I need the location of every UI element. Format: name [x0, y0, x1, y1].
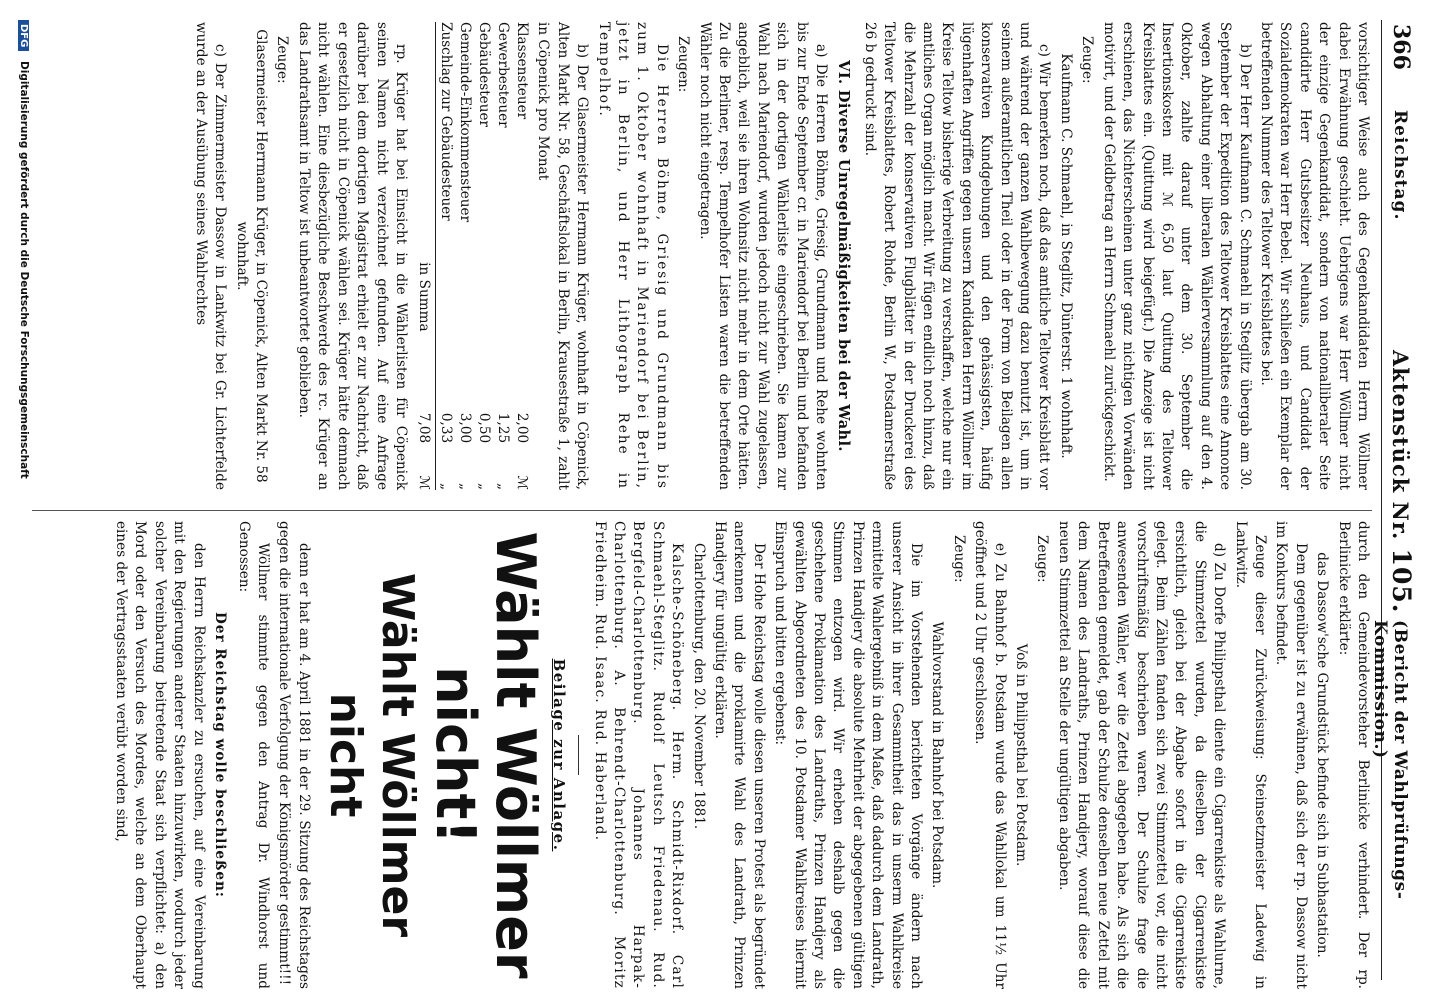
tax-label: Zuschlag zur Gebäudesteuer: [437, 22, 454, 221]
tax-unit: „: [437, 482, 454, 490]
header-center-label: Aktenstück Nr.: [1388, 350, 1413, 541]
date-line: Charlottenburg, den 20. November 1881.: [690, 543, 707, 830]
witness-heading: Zeugen:: [675, 36, 692, 93]
paragraph: Die im Vorstehenden berichteten Vorgänge ändern nach unserer Ansicht in ihrer Gesammtheit das in unserm Wahlkreise ermittelte Wahlergebniß in dem Maße, daß dadurch dem Landrath, Prinzen Handjery die absolute Mehrheit der abgegebenen gültigen Stimmen entzogen wird. Wir erheben deshalb gegen die geschehene Proklamation des Landraths, Prinzen Handjery als gewählten Abgeordneten des 10. Potsdamer Wahlkreises hiermit Einspruch und bitten ergebenst:: [772, 521, 925, 989]
witness-entry: Glasermeister Herrmann Krüger, in Cöpenick, Alten Markt Nr. 58 wohnhaft.: [233, 29, 270, 483]
witness-heading: Zeuge:: [1079, 36, 1096, 84]
tax-unit: ℳ: [513, 475, 530, 490]
right-column: [32, 510, 1372, 989]
table-row: [512, 22, 531, 490]
paragraph: e) Zu Bahnhof b. Potsdam wurde das Wahllokal um 11½ Uhr geöffnet und 2 Uhr geschlossen.: [972, 521, 1008, 989]
sum-label: in Summa: [414, 22, 436, 350]
tax-label: Klassensteuer: [513, 22, 530, 120]
divider: [578, 735, 579, 775]
paragraph: b) Der Glasermeister Hermann Krüger, wohnhaft in Cöpenick, Alten Markt Nr. 58, Geschäftslokal in Berlin, Krausestraße 1, zahlt in Cöpenick pro Monat: [535, 22, 591, 490]
table-row: [493, 22, 512, 490]
header-left-title: Reichstag.: [1390, 110, 1410, 221]
paragraph: c) Wir bemerken noch, daß das amtliche Teltower Kreisblatt vor und während der ganzen Wahlbewegung dazu benutzt ist, um in seinem außeramtlichen Theil oder in der Form von Beilagen allen konservativen Kundgebungen und den gehässigsten, häufig lügenhaften Angriffen gegen unsern Kandidaten Herrn Wöllmer im Kreise Teltow bisherige Verbreitung zu verschaffen, welche nur ein amtliches Organ möglich macht. Wir fügen endlich noch hinzu, daß die Mehrzahl der konservativen Flugblätter in der Druckerei des Teltower Kreisblattes, Robert Rohde, Berlin W., Potsdamerstraße 26 b gedruckt sind.: [861, 22, 1053, 490]
page-number: 366: [1388, 24, 1414, 70]
paragraph: Dem gegenüber ist zu erwähnen, daß sich der rp. Dassow nicht im Konkurs befindet.: [1273, 521, 1309, 989]
sum-unit: ℳ: [414, 443, 436, 490]
digitization-note: [18, 20, 30, 980]
paragraph: vorsichtiger Weise auch des Gegenkandidaten Herrn Wöllmer dabei Erwähnung geschieht. Uebrigens war Herr Wöllmer nicht der einzige Gegenkandidat, sondern von nationalliberaler Seite candidirte Herr Gutsbesitzer Neuhaus, und Candidat der Sozialdemokraten war Herr Bebel. Wir schließen ein Exemplar der betreffenden Nummer des Teltower Kreisblattes bei.: [1257, 22, 1371, 490]
tax-unit: „: [456, 482, 473, 490]
table-row: [435, 22, 455, 490]
paragraph: den Herrn Reichskanzler zu ersuchen, auf eine Vereinbarung mit den Regierungen anderer Staaten hinzuwirken, wodurch jeder solcher Vereinbarung beitretende Staat sich verpflichtet: a) den Mord oder den Versuch des Mordes, welche an dem Oberhaupt eines der Vertragsstaaten verübt worden sind,: [113, 521, 207, 989]
paragraph: denn er hat am 4. April 1881 in der 29. Sitzung des Reichstages gegen die internationale Verfolgung der Königsmörder gestimmt!!!: [276, 521, 312, 989]
left-column: [188, 22, 1372, 490]
paragraph: a) Die Herren Böhme, Griesig, Grundmann und Rehe wohnten bis zur Ende September cr. in Mariendorf bei Berlin und befanden sich in der dortigen Wählerliste eingeschrieben. Sie kamen zur Wahl nach Mariendorf, wurden jedoch nicht zur Wahl zugelassen, angeblich, weil sie ihren Wohnsitz nicht mehr in dem Orte hätten. Zu die Berliner, resp. Tempelhofer Listen waren die betreffenden Wähler noch nicht eingetragen.: [696, 22, 830, 490]
table-row: [455, 22, 474, 490]
witness-entry: Die Herren Böhme, Griesig und Grundmann bis zum 1. Oktober wohnhaft in Mariendorf bei Berlin, jetzt in Berlin, und Herr Lithograph Rehe in Tempelhof.: [595, 22, 670, 490]
header-right-title: (Bericht der Wahlprüfungs-Kommission.): [1370, 620, 1410, 900]
page-header: [1370, 20, 1420, 980]
witness-entry: Kaufmann C. Schmaehl, in Steglitz, Dünterstr. 1 wohnhaft.: [1057, 53, 1074, 459]
signatories: Kalsche-Schöneberg. Herm. Schmidt-Rixdorf. Carl Schmaehl-Steglitz. Rudolf Leutsch Friedenau. Rud. Bergfeld-Charlottenburg. Johannes Harpak-Charlottenburg. A. Behrendt-Charlottenburg. Moritz Friedheim. Rud. Isaac. Rud. Haberland.: [591, 521, 686, 989]
witness-heading: Zeuge:: [950, 535, 967, 583]
header-center-title: [1387, 350, 1416, 613]
tax-amount: 0,50: [475, 412, 492, 444]
section-heading: VI. Diverse Unregelmäßigkeiten bei der Wahl.: [835, 60, 853, 452]
witness-entry: Zeuge dieser Zurückweisung: Steinsetzmeister Ladewig in Lankwitz.: [1232, 521, 1268, 989]
tax-amount: 0,33: [437, 412, 454, 444]
tax-label: Gemeinde-Einkommensteuer: [456, 22, 473, 223]
tax-amount: 3,00: [456, 412, 473, 444]
tax-label: Gewerbesteuer: [494, 22, 511, 128]
headline-secondary: Wählt Wöllmer nicht: [319, 572, 423, 938]
paragraph: d) Zu Dorfe Philippsthal diente ein Cigarrenkiste als Wahlurne, die Stimmzettel wurden, da dieselben der Cigarrenkiste ersichtlich, gleich bei der Abgabe sofort in die Cigarrenkiste gelegt. Beim Zählen fanden sich zwei Stimmzettel vor, die nicht vorschriftsmäßig beschrieben waren. Der Schulze frage die anwesenden Wähler, wer die Zettel abgegeben habe. Als sich die Betreffenden gemeldet, gab der Schulze denselben neue Zettel mit dem Namen des Landraths, Prinzen Handjery, worauf diese die neuen Stimmzettel an Stelle der ungültigen abgaben.: [1055, 521, 1228, 989]
tax-unit: „: [494, 482, 511, 490]
tax-unit: „: [475, 482, 492, 490]
witness-entry: Voß in Philippsthal bei Potsdam.: [1013, 643, 1030, 867]
paragraph: b) Der Herr Kaufmann C. Schmaehl in Steglitz übergab am 30. September der Expedition des Teltower Kreisblattes eine Annonce wegen Abhaltung einer liberalen Wählerversammlung auf den 4. Oktober, zahlte darauf unter dem 30. September die Insertionskosten mit ℳ 6,50 laut Quittung des Teltower Kreisblattes ein. (Quittung wird beigefügt.) Die Anzeige ist nicht erschienen, das Nichterscheinen unter ganz nichtigen Vorwänden motivirt, und der Geldbetrag an Herrn Schmaehl zurückgeschickt.: [1100, 22, 1253, 490]
witness-heading: Zeuge:: [274, 36, 291, 84]
header-document-number: 105.: [1387, 548, 1416, 614]
tax-amount: 1,25: [494, 412, 511, 444]
digitization-note-text: Digitalisierung gefördert durch die Deutsche Forschungsgemeinschaft: [18, 61, 30, 479]
resolution-heading: Der Reichstag wolle beschließen:: [212, 612, 229, 898]
quotation: das Dassow'sche Grundstück befinde sich in Subhastation.: [1314, 552, 1331, 958]
tax-amount: 2,00: [513, 412, 530, 444]
table-row: [474, 22, 493, 490]
paragraph: rp. Krüger hat bei Einsicht in die Wählerlisten für Cöpenick seinen Namen nicht verzeichnet gefunden. Auf eine Anfrage darüber bei dem dortigen Magistrat erhielt er zur Nachricht, daß er gesetzlich nicht in Cöpenick wählen sei. Krüger hätte demnach nicht wählen. Eine diesbezügliche Beschwerde des rc. Krüger an das Landrathsamt in Teltow ist unbeantwortet geblieben.: [295, 22, 409, 490]
witness-heading: Zeuge:: [1034, 535, 1051, 583]
dfg-badge: DFG: [18, 20, 29, 51]
tax-label: Gebäudesteuer: [475, 22, 492, 127]
headline-primary: Wählt Wöllmer nicht!: [423, 531, 547, 979]
supplement-heading: Beilage zur Anlage.: [550, 658, 569, 852]
paragraph: c) Der Zimmermeister Dassow in Lankwitz bei Gr. Lichterfelde wurde an der Ausübung seines Wahlrechtes: [192, 22, 229, 490]
paragraph: Wöllmer stimmte gegen den Antrag Dr. Windhorst und Genossen:: [235, 521, 271, 989]
paragraph: Der Hohe Reichstag wolle diesen unseren Protest als begründet anerkennen und die proklamirte Wahl des Landrath, Prinzen Handjery für ungültig erklären.: [712, 521, 767, 989]
table-sum-row: [414, 22, 436, 490]
witness-entry: Wahlvorstand in Bahnhof bei Potsdam.: [929, 621, 946, 889]
sum-amount: 7,08: [414, 350, 436, 444]
tax-table: [414, 22, 531, 490]
paragraph: durch den Gemeindevorsteher Berlinicke verhindert. Der rp. Berlinicke erklärte:: [1335, 521, 1371, 989]
